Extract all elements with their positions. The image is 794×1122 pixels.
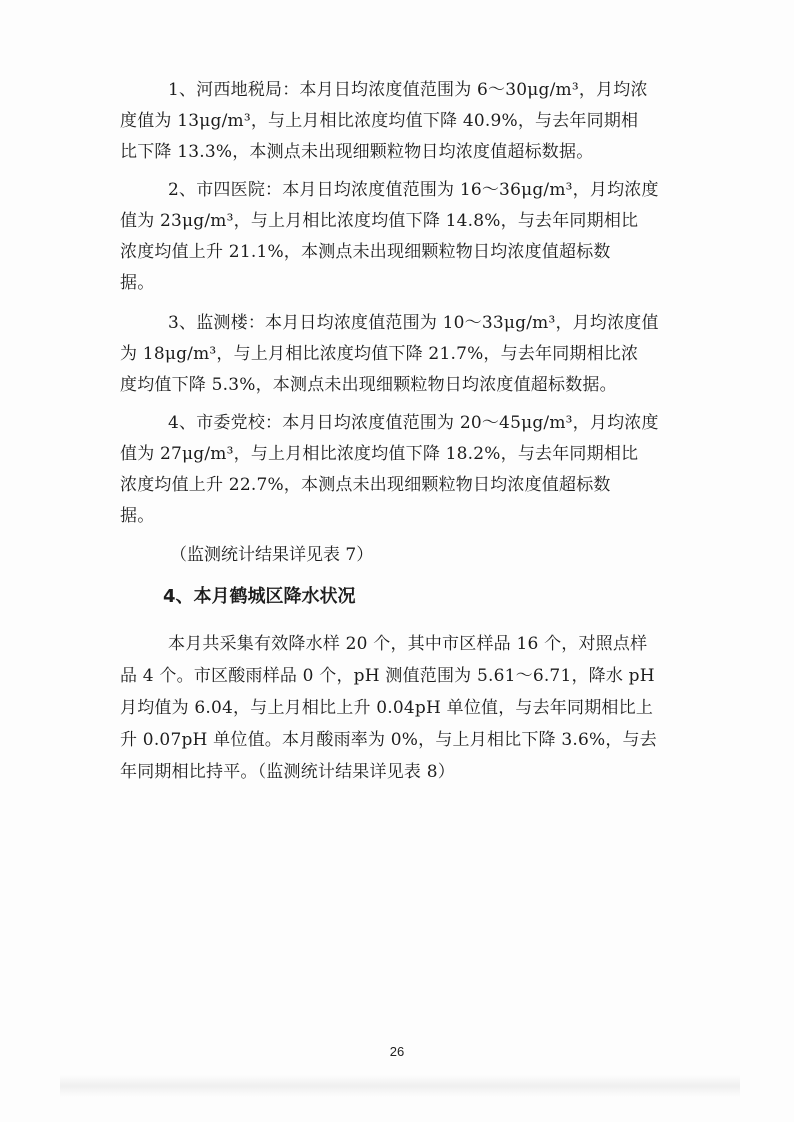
text-line: 升 0.07pH 单位值。本月酸雨率为 0%，与上月相比下降 3.6%，与去 (120, 730, 657, 750)
text-line: 值为 27μg/m³，与上月相比浓度均值下降 18.2%，与去年同期相比 (120, 444, 639, 464)
text-line: 2、市四医院：本月日均浓度值范围为 16～36μg/m³，月均浓度 (168, 180, 659, 200)
text-line: 3、监测楼：本月日均浓度值范围为 10～33μg/m³，月均浓度值 (168, 313, 659, 333)
text-line: 度值为 13μg/m³，与上月相比浓度均值下降 40.9%，与去年同期相 (120, 111, 639, 131)
text-line: 据。 (120, 273, 155, 293)
table-reference-note: （监测统计结果详见表 7） (170, 545, 374, 565)
text-line: 品 4 个。市区酸雨样品 0 个，pH 测值范围为 5.61～6.71，降水 pH (120, 666, 655, 686)
section-heading: 4、本月鹤城区降水状况 (163, 586, 356, 607)
text-line: 度均值下降 5.3%，本测点未出现细颗粒物日均浓度值超标数据。 (120, 375, 617, 395)
text-line: 浓度均值上升 22.7%，本测点未出现细颗粒物日均浓度值超标数 (120, 475, 611, 495)
page-number: 26 (389, 1044, 405, 1059)
paragraph-hexi-tax-bureau (120, 75, 690, 168)
paragraph-monitoring-building (120, 308, 690, 401)
text-line: 为 18μg/m³，与上月相比浓度均值下降 21.7%，与去年同期相比浓 (120, 344, 639, 364)
paragraph-fourth-hospital (120, 175, 690, 299)
text-line: 年同期相比持平。（监测统计结果详见表 8） (120, 762, 455, 782)
paragraph-party-school (120, 408, 690, 532)
text-line: 月均值为 6.04，与上月相比上升 0.04pH 单位值，与去年同期相比上 (120, 698, 654, 718)
text-line: 1、河西地税局：本月日均浓度值范围为 6～30μg/m³，月均浓 (168, 80, 648, 100)
text-line: 比下降 13.3%，本测点未出现细颗粒物日均浓度值超标数据。 (120, 142, 594, 162)
scan-artifact (60, 1075, 740, 1097)
text-line: 4、市委党校：本月日均浓度值范围为 20～45μg/m³，月均浓度 (168, 413, 659, 433)
text-line: 据。 (120, 506, 155, 526)
paragraph-precipitation (120, 628, 690, 788)
text-line: 值为 23μg/m³，与上月相比浓度均值下降 14.8%，与去年同期相比 (120, 211, 639, 231)
text-line: 浓度均值上升 21.1%，本测点未出现细颗粒物日均浓度值超标数 (120, 242, 611, 262)
text-line: 本月共采集有效降水样 20 个，其中市区样品 16 个，对照点样 (168, 634, 648, 654)
